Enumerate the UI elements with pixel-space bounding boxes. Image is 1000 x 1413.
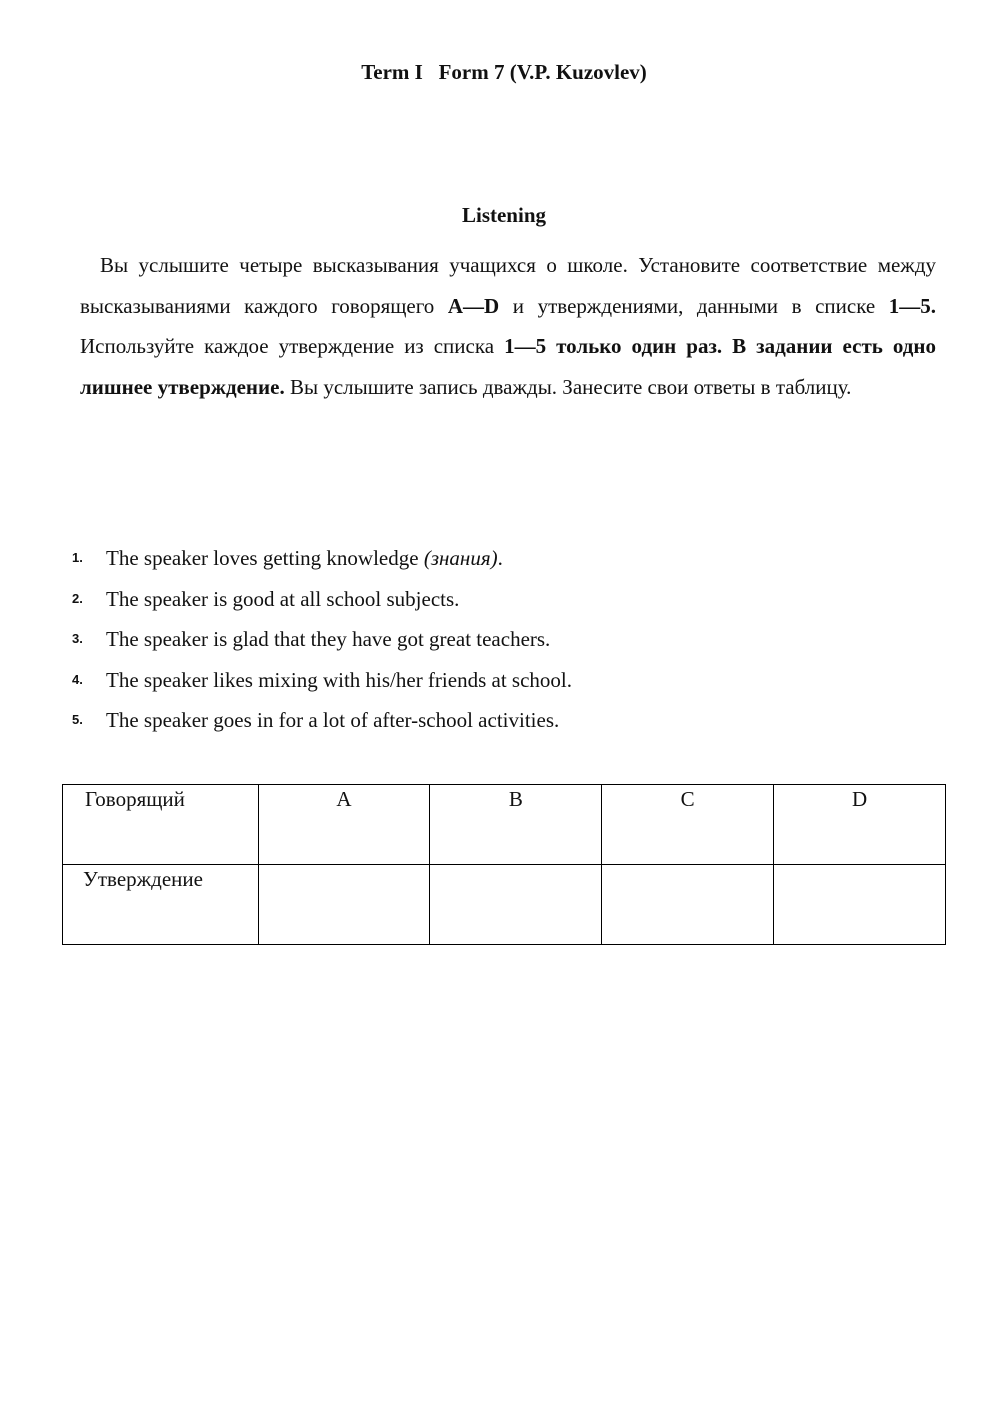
table-row: [63, 785, 946, 865]
row-label-speaker: Говорящий: [63, 785, 259, 865]
speaker-header: C: [602, 785, 774, 865]
speaker-header: A: [258, 785, 430, 865]
instructions-paragraph: [80, 245, 936, 407]
item-number: 4.: [72, 671, 83, 687]
instructions-text: Вы услышите запись дважды. Занесите свои ответы в таблицу.: [284, 374, 852, 399]
item-number: 3.: [72, 631, 83, 646]
instructions-text: Используйте каждое утверждение из списка: [80, 334, 505, 358]
item-text: The speaker is glad that they have got great teachers.: [106, 627, 551, 651]
item-text: [106, 538, 503, 579]
document-title: Term I Form 7 (V.P. Kuzovlev): [361, 60, 647, 84]
item-number: 5.: [72, 712, 83, 727]
answer-cell[interactable]: [774, 865, 946, 945]
item-note: (знания): [423, 546, 498, 570]
item-number: 2.: [72, 590, 83, 606]
speaker-header: D: [774, 785, 946, 865]
item-text: The speaker likes mixing with his/her friends at school.: [106, 667, 572, 692]
row-label-statement: Утверждение: [63, 865, 259, 945]
item-number: 1.: [72, 550, 83, 565]
instructions-bold: A—D: [447, 293, 500, 318]
section-heading: Listening: [461, 203, 547, 227]
instructions-text: и утверждениями, данными в списке: [499, 293, 889, 318]
answer-table: [62, 784, 946, 945]
item-text: The speaker goes in for a lot of after-school activities.: [106, 708, 560, 732]
item-end: .: [497, 546, 503, 570]
item-text-main: The speaker loves getting knowledge: [106, 546, 424, 570]
table-row: [63, 865, 946, 945]
speaker-header: B: [430, 785, 602, 865]
answer-cell[interactable]: [602, 865, 774, 945]
item-text: The speaker is good at all school subjects.: [106, 586, 460, 611]
answer-cell[interactable]: [258, 865, 430, 945]
answer-cell[interactable]: [430, 865, 602, 945]
instructions-bold: 1—5 только один раз. В задании есть одно лишнее утверждение.: [80, 334, 936, 399]
instructions-text: Вы услышите четыре высказывания учащихся о школе. Установите соответствие между высказываниями каждого говорящего: [80, 253, 936, 318]
instructions-bold: 1—5.: [888, 293, 937, 318]
